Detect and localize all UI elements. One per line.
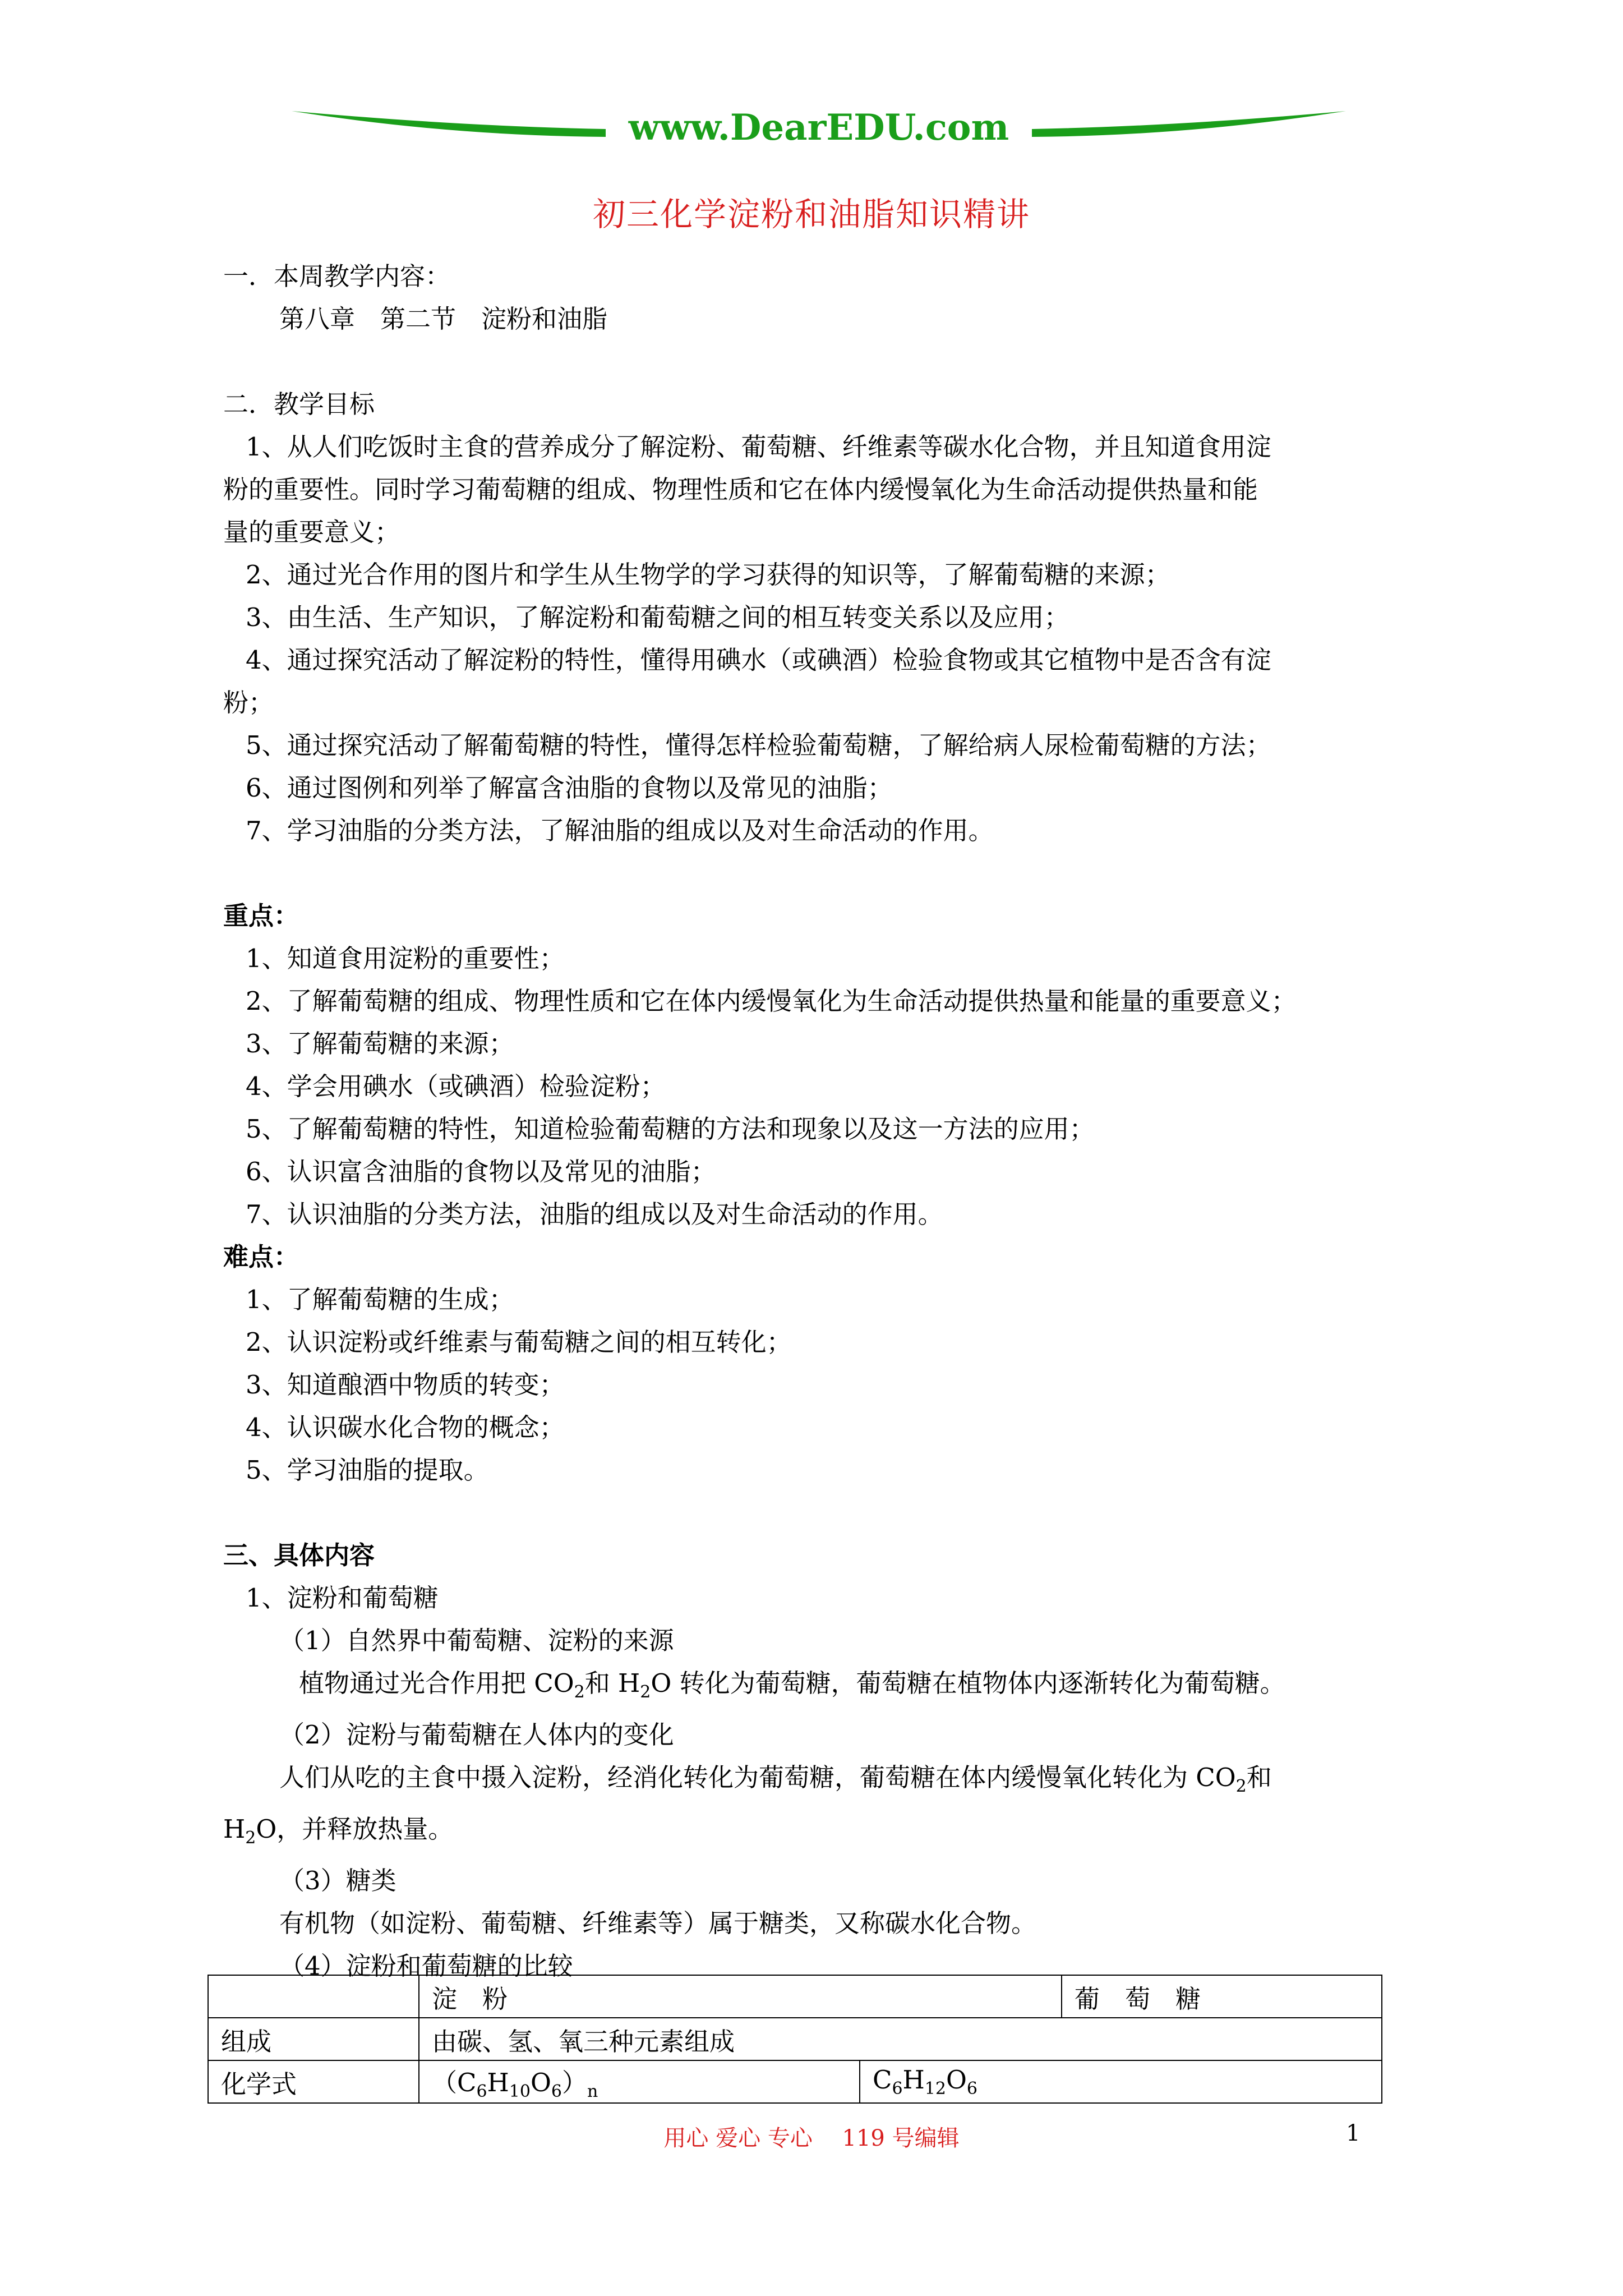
- key-point: 5、了解葡萄糖的特性，知道检验葡萄糖的方法和现象以及这一方法的应用；: [246, 1114, 1095, 1144]
- table-header-starch: 淀 粉: [419, 1975, 1062, 2018]
- starch-formula: $(C_6H_{10}O_6)_n$: [419, 2060, 860, 2103]
- difficult-point: 4、认识碳水化合物的概念；: [246, 1412, 565, 1442]
- difficult-point: 5、学习油脂的提取。: [246, 1455, 489, 1485]
- point-title: （1）自然界中葡萄糖、淀粉的来源: [279, 1626, 674, 1655]
- point-text: 人们从吃的主食中摄入淀粉，经消化转化为葡萄糖，葡萄糖在体内缓慢氧化转化为 $CO_2$和: [279, 1763, 1272, 1796]
- site-logo[interactable]: www.DearEDU.com: [628, 107, 1009, 149]
- goal-line: 6、通过图例和列举了解富含油脂的食物以及常见的油脂；: [246, 773, 893, 803]
- section1-heading: 一．本周教学内容：: [223, 261, 451, 291]
- goal-line: 2、通过光合作用的图片和学生从生物学的学习获得的知识等，了解葡萄糖的来源；: [246, 560, 1170, 590]
- document-body: [223, 255, 1418, 1987]
- goal-line: 量的重要意义；: [223, 517, 400, 547]
- comparison-table: [208, 1975, 1382, 2104]
- goal-line: 3、由生活、生产知识，了解淀粉和葡萄糖之间的相互转变关系以及应用；: [246, 602, 1069, 632]
- footer-text: 用心 爱心 专心 119 号编辑: [663, 2125, 960, 2151]
- goal-line: 5、通过探究活动了解葡萄糖的特性，懂得怎样检验葡萄糖，了解给病人尿检葡萄糖的方法；: [246, 730, 1271, 760]
- table-row: [208, 2060, 1382, 2103]
- point-title: （3）糖类: [279, 1866, 396, 1895]
- table-row-label: 组成: [208, 2018, 419, 2060]
- difficult-point: 2、认识淀粉或纤维素与葡萄糖之间的相互转化；: [246, 1327, 792, 1357]
- site-header: [292, 95, 1346, 163]
- point-text: 有机物（如淀粉、葡萄糖、纤维素等）属于糖类，又称碳水化合物。: [279, 1908, 1037, 1938]
- key-point: 1、知道食用淀粉的重要性；: [246, 944, 565, 973]
- goal-line: 粉的重要性。同时学习葡萄糖的组成、物理性质和它在体内缓慢氧化为生命活动提供热量和能: [223, 475, 1258, 504]
- page-title: 初三化学淀粉和油脂知识精讲: [592, 195, 1030, 233]
- goal-line: 1、从人们吃饭时主食的营养成分了解淀粉、葡萄糖、纤维素等碳水化合物，并且知道食用淀: [246, 432, 1271, 462]
- goal-line: 7、学习油脂的分类方法，了解油脂的组成以及对生命活动的作用。: [246, 816, 994, 845]
- point-text: $H_2O$，并释放热量。: [223, 1814, 454, 1848]
- point-text: 植物通过光合作用把 $CO_2$和 $H_2O$ 转化为葡萄糖，葡萄糖在植物体内逐渐转化为葡萄糖。: [299, 1668, 1285, 1702]
- glucose-formula: $C_6H_{12}O_6$: [860, 2060, 1382, 2103]
- difficult-point: 1、了解葡萄糖的生成；: [246, 1285, 514, 1314]
- table-cell: 由碳、氢、氧三种元素组成: [419, 2018, 1382, 2060]
- key-points-heading: 重点：: [223, 901, 299, 931]
- key-point: 3、了解葡萄糖的来源；: [246, 1029, 514, 1059]
- key-point: 2、了解葡萄糖的组成、物理性质和它在体内缓慢氧化为生命活动提供热量和能量的重要意义；: [246, 986, 1297, 1016]
- section1-line: 第八章 第二节 淀粉和油脂: [279, 304, 608, 334]
- goal-line: 粉；: [223, 688, 274, 717]
- difficult-points-heading: 难点：: [223, 1242, 299, 1272]
- key-point: 7、认识油脂的分类方法，油脂的组成以及对生命活动的作用。: [246, 1199, 943, 1229]
- point-title: （2）淀粉与葡萄糖在人体内的变化: [279, 1720, 674, 1750]
- table-row: [208, 1975, 1382, 2018]
- goal-line: 4、通过探究活动了解淀粉的特性，懂得用碘水（或碘酒）检验食物或其它植物中是否含有淀: [246, 645, 1271, 675]
- table-header-glucose: 葡 萄 糖: [1062, 1975, 1382, 2018]
- difficult-point: 3、知道酿酒中物质的转变；: [246, 1370, 565, 1400]
- table-cell: [208, 1975, 419, 2018]
- page-number: 1: [1346, 2120, 1361, 2146]
- section3-heading: 三、具体内容: [223, 1540, 375, 1570]
- point-title: （4）淀粉和葡萄糖的比较: [279, 1951, 573, 1981]
- section2-heading: 二．教学目标: [223, 389, 375, 419]
- key-point: 6、认识富含油脂的食物以及常见的油脂；: [246, 1157, 716, 1186]
- table-row-label: 化学式: [208, 2060, 419, 2103]
- table-row: [208, 2018, 1382, 2060]
- key-point: 4、学会用碘水（或碘酒）检验淀粉；: [246, 1071, 666, 1101]
- subsection-title: 1、淀粉和葡萄糖: [246, 1583, 439, 1613]
